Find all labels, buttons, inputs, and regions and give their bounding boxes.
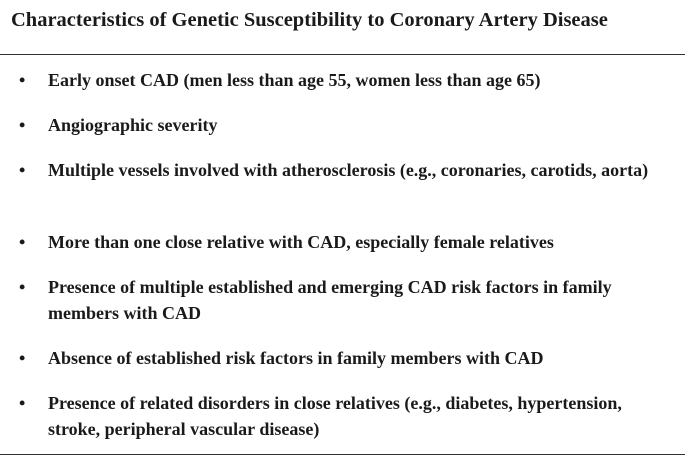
bullet-icon: • — [19, 348, 26, 368]
list-item-text: Presence of related disorders in close relatives (e.g., diabetes, hypertension, stroke, peripheral vascular disease) — [48, 393, 622, 439]
bottom-divider — [0, 454, 685, 455]
bullet-icon: • — [19, 277, 26, 297]
document-title: Characteristics of Genetic Susceptibility to Coronary Artery Disease — [11, 9, 608, 31]
list-item-text: Angiographic severity — [48, 115, 218, 135]
list-item-text: Absence of established risk factors in family members with CAD — [48, 348, 544, 368]
list-item-text: Early onset CAD (men less than age 55, women less than age 65) — [48, 70, 541, 90]
list-item-text: More than one close relative with CAD, especially female relatives — [48, 232, 554, 252]
list-item-text: Presence of multiple established and emerging CAD risk factors in family members with CAD — [48, 277, 612, 323]
top-divider — [0, 54, 685, 55]
list-item-text: Multiple vessels involved with atherosclerosis (e.g., coronaries, carotids, aorta) — [48, 160, 649, 180]
bullet-icon: • — [19, 70, 26, 90]
bullet-icon: • — [19, 115, 26, 135]
bullet-icon: • — [19, 232, 26, 252]
bullet-icon: • — [19, 160, 26, 180]
bullet-icon: • — [19, 393, 26, 413]
